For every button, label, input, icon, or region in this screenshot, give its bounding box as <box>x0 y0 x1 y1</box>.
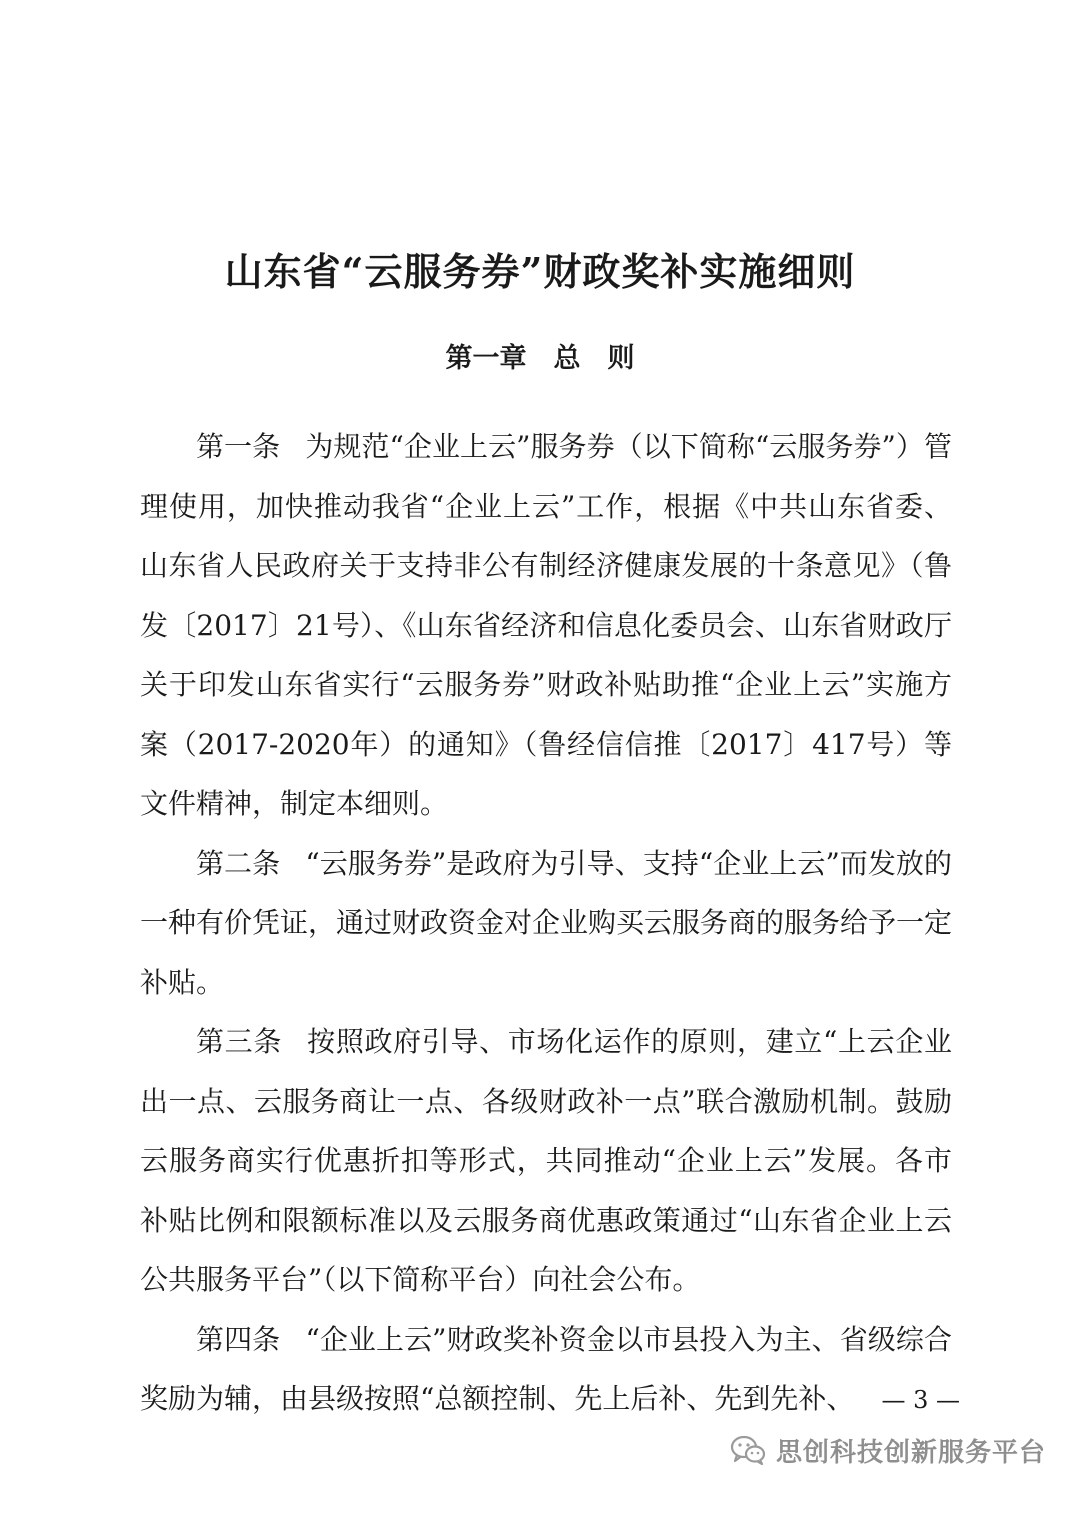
article-label: 第三条 <box>196 1025 282 1058</box>
article-1 <box>140 417 952 834</box>
article-3 <box>140 1012 952 1310</box>
article-4 <box>140 1310 952 1429</box>
document-title: 山东省“云服务券”财政奖补实施细则 <box>224 249 856 294</box>
watermark <box>730 1428 1046 1472</box>
article-label: 第一条 <box>196 430 281 463</box>
article-text: “企业上云”财政奖补资金以市县投入为主、省级综合奖励为辅，由县级按照“总额控制、先上后补、先到先补、 <box>140 1322 952 1415</box>
wechat-icon <box>730 1435 766 1465</box>
article-text: “云服务券”是政府为引导、支持“企业上云”而发放的一种有价凭证，通过财政资金对企业购买云服务商的服务给予一定补贴。 <box>140 846 953 999</box>
article-text: 为规范“企业上云”服务券（以下简称“云服务券”）管理使用，加快推动我省“企业上云”工作，根据《中共山东省委、山东省人民政府关于支持非公有制经济健康发展的十条意见》（鲁发〔2017〕21号）、《山东省经济和信息化委员会、山东省财政厅关于印发山东省实行“云服务券”财政补贴助推“企业上云”实施方案（2017-2020年）的通知》（鲁经信信推〔2017〕417号）等文件精神，制定本细则。 <box>140 430 952 820</box>
chapter-title: 第一章 总 则 <box>445 343 635 374</box>
document-body <box>140 417 952 1429</box>
page-number: — 3 — <box>881 1386 960 1414</box>
article-2 <box>140 834 952 1013</box>
article-text: 按照政府引导、市场化运作的原则，建立“上云企业出一点、云服务商让一点、各级财政补一点”联合激励机制。鼓励云服务商实行优惠折扣等形式，共同推动“企业上云”发展。各市补贴比例和限额标准以及云服务商优惠政策通过“山东省企业上云公共服务平台”（以下简称平台）向社会公布。 <box>140 1025 952 1296</box>
article-label: 第四条 <box>196 1322 281 1356</box>
watermark-text: 思创科技创新服务平台 <box>775 1437 1046 1468</box>
article-label: 第二条 <box>196 846 281 880</box>
